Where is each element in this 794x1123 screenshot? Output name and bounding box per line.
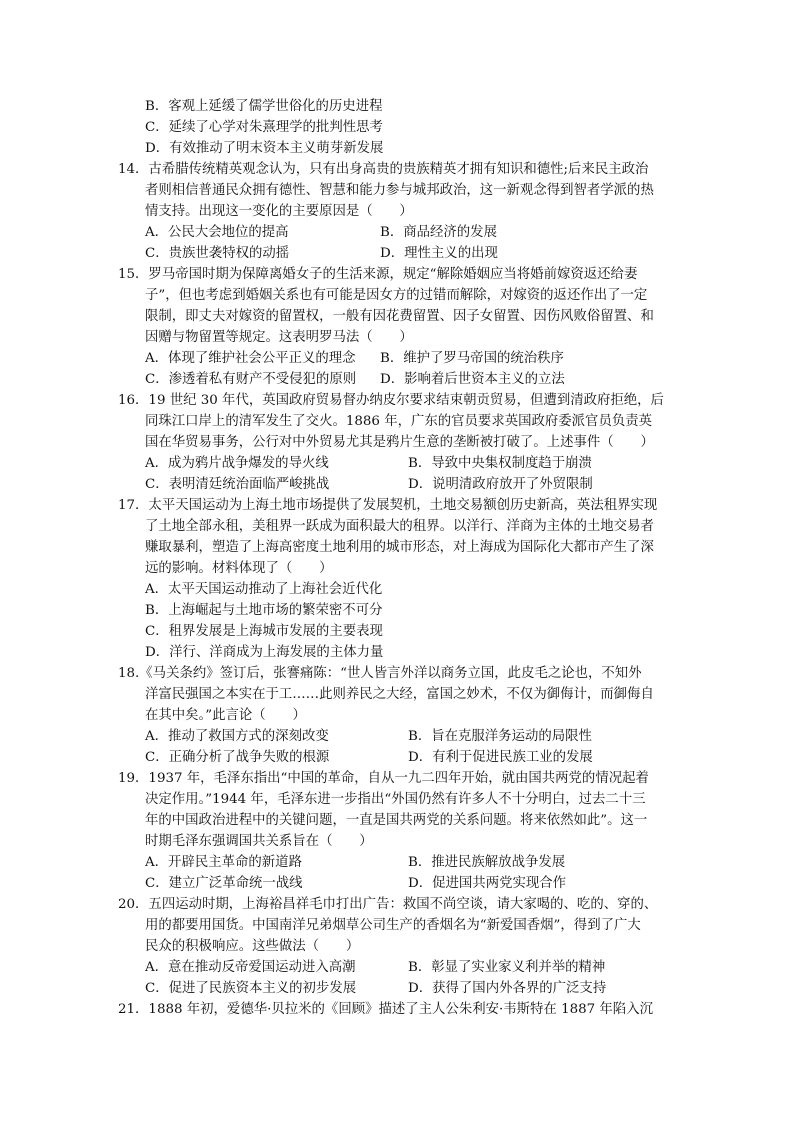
q19-option-b: B．推进民族解放战争发展	[408, 855, 566, 870]
q13-option-d: D．有效推动了明末资本主义萌芽新发展	[145, 141, 384, 156]
q20-option-b: B．彰显了实业家义利并举的精神	[408, 960, 606, 975]
q14-option-a: A．公民大会地位的提高	[145, 225, 289, 240]
q20-option-c: C．促进了民族资本主义的初步发展	[145, 981, 357, 996]
q15-option-c: C．渗透着私有财产不受侵犯的原则	[145, 372, 357, 387]
q14-option-b: B．商品经济的发展	[380, 225, 497, 240]
q17-option-c: C．租界发展是上海城市发展的主要表现	[145, 624, 383, 639]
q19-option-d: D．促进国共两党实现合作	[408, 876, 567, 891]
q15-option-d: D．影响着后世资本主义的立法	[380, 372, 565, 387]
q20-stem-line-2: 用的都要用国货。中国南洋兄弟烟草公司生产的香烟名为“新爱国香烟”，得到了广大	[145, 918, 641, 933]
q16-stem-line-3: 国在华贸易事务，公行对中外贸易尤其是鸦片生意的垄断被打破了。上述事件（ ）	[145, 435, 654, 450]
q14-option-c: C．贵族世袭特权的动摇	[145, 246, 290, 261]
q16-option-b: B．导致中央集权制度趋于崩溃	[408, 456, 592, 471]
q15-stem-line-1: 15．罗马帝国时期为保障离婚女子的生活来源，规定“解除婚姻应当将婚前嫁资返还给妻	[118, 267, 638, 282]
q18-stem-line-3: 在其中矣。”此言论（ ）	[145, 708, 306, 723]
q15-option-b: B．维护了罗马帝国的统治秩序	[380, 351, 564, 366]
q17-stem-line-3: 赚取暴利，塑造了上海高密度土地利用的城市形态，对上海成为国际化大都市产生了深	[145, 540, 654, 555]
q18-stem-line-1: 18.《马关条约》签订后，张謇痛陈：“世人皆言外洋以商务立国，此皮毛之论也，不知外	[118, 666, 642, 681]
q14-stem-line-2: 者则相信普通民众拥有德性、智慧和能力参与城邦政治，这一新观念得到智者学派的热	[145, 183, 654, 198]
q20-stem-line-3: 民众的积极响应。这些做法（ ）	[145, 939, 360, 954]
q16-stem-line-2: 同珠江口岸上的清军发生了交火。1886 年，广东的官员要求英国政府委派官员负责英	[145, 414, 653, 429]
q20-option-a: A．意在推动反帝爱国运动进入高潮	[145, 960, 356, 975]
q16-option-a: A．成为鸦片战争爆发的导火线	[145, 456, 329, 471]
q19-stem-line-4: 时期毛泽东强调国共关系旨在（ ）	[145, 834, 373, 849]
q20-option-d: D．获得了国内外各界的广泛支持	[408, 981, 607, 996]
q15-stem-line-4: 因赠与物留置等规定。这表明罗马法（ ）	[145, 330, 413, 345]
q17-option-d: D．洋行、洋商成为上海发展的主体力量	[145, 645, 384, 660]
q18-option-c: C．正确分析了战争失败的根源	[145, 750, 330, 765]
q17-stem-line-2: 了土地全部永租，美租界一跃成为面积最大的租界。以洋行、洋商为主体的土地交易者	[145, 519, 654, 534]
q16-option-d: D．说明清政府放开了外贸限制	[408, 477, 593, 492]
q17-option-a: A．太平天国运动推动了上海社会近代化	[145, 582, 383, 597]
q13-option-b: B．客观上延缓了儒学世俗化的历史进程	[145, 99, 383, 114]
q17-stem-line-1: 17．太平天国运动为上海土地市场提供了发展契机，土地交易额创历史新高，英法租界实现	[118, 498, 658, 513]
q18-option-d: D．有利于促进民族工业的发展	[408, 750, 593, 765]
q15-stem-line-2: 子”，但也考虑到婚姻关系也有可能是因女方的过错而解除，对嫁资的返还作出了一定	[145, 288, 648, 303]
q18-option-a: A．推动了救国方式的深刻改变	[145, 729, 329, 744]
q15-option-a: A．体现了维护社会公平正义的理念	[145, 351, 356, 366]
q18-option-b: B．旨在克服洋务运动的局限性	[408, 729, 592, 744]
q14-stem-line-1: 14．古希腊传统精英观念认为，只有出身高贵的贵族精英才拥有知识和德性;后来民主政治	[118, 162, 649, 177]
q17-option-b: B．上海崛起与土地市场的繁荣密不可分	[145, 603, 383, 618]
q21-stem-line-1: 21．1888 年初，爱德华·贝拉米的《回顾》描述了主人公朱利安·韦斯特在 1887 年陷入沉	[118, 1002, 653, 1017]
q19-option-c: C．建立广泛革命统一战线	[145, 876, 303, 891]
q14-stem-line-3: 情支持。出现这一变化的主要原因是（ ）	[145, 204, 413, 219]
q15-stem-line-3: 限制，即丈夫对嫁资的留置权，一般有因花费留置、因子女留置、因伤风败俗留置、和	[145, 309, 654, 324]
q19-stem-line-2: 决定作用。”1944 年，毛泽东进一步指出“外国仍然有许多人不十分明白，过去二十三	[145, 792, 646, 807]
q13-option-c: C．延续了心学对朱熹理学的批判性思考	[145, 120, 383, 135]
q17-stem-line-4: 远的影响。材料体现了（ ）	[145, 561, 333, 576]
q18-stem-line-2: 洋富民强国之本实在于工……此则养民之大经，富国之妙术，不仅为御侮计，而御侮自	[145, 687, 654, 702]
q19-stem-line-1: 19．1937 年，毛泽东指出“中国的革命，自从一九二四年开始，就由国共两党的情况起着	[118, 771, 649, 786]
q14-option-d: D．理性主义的出现	[380, 246, 498, 261]
q19-option-a: A．开辟民主革命的新道路	[145, 855, 302, 870]
q16-option-c: C．表明清廷统治面临严峻挑战	[145, 477, 330, 492]
q16-stem-line-1: 16．19 世纪 30 年代，英国政府贸易督办纳皮尔要求结束朝贡贸易，但遭到清政府拒绝，后	[118, 393, 664, 408]
q19-stem-line-3: 年的中国政治进程中的关键问题，一直是国共两党的关系问题。将来依然如此”。这一	[145, 813, 648, 828]
q20-stem-line-1: 20．五四运动时期，上海裕昌祥毛巾打出广告：救国不尚空谈，请大家喝的、吃的、穿的、	[118, 897, 658, 912]
